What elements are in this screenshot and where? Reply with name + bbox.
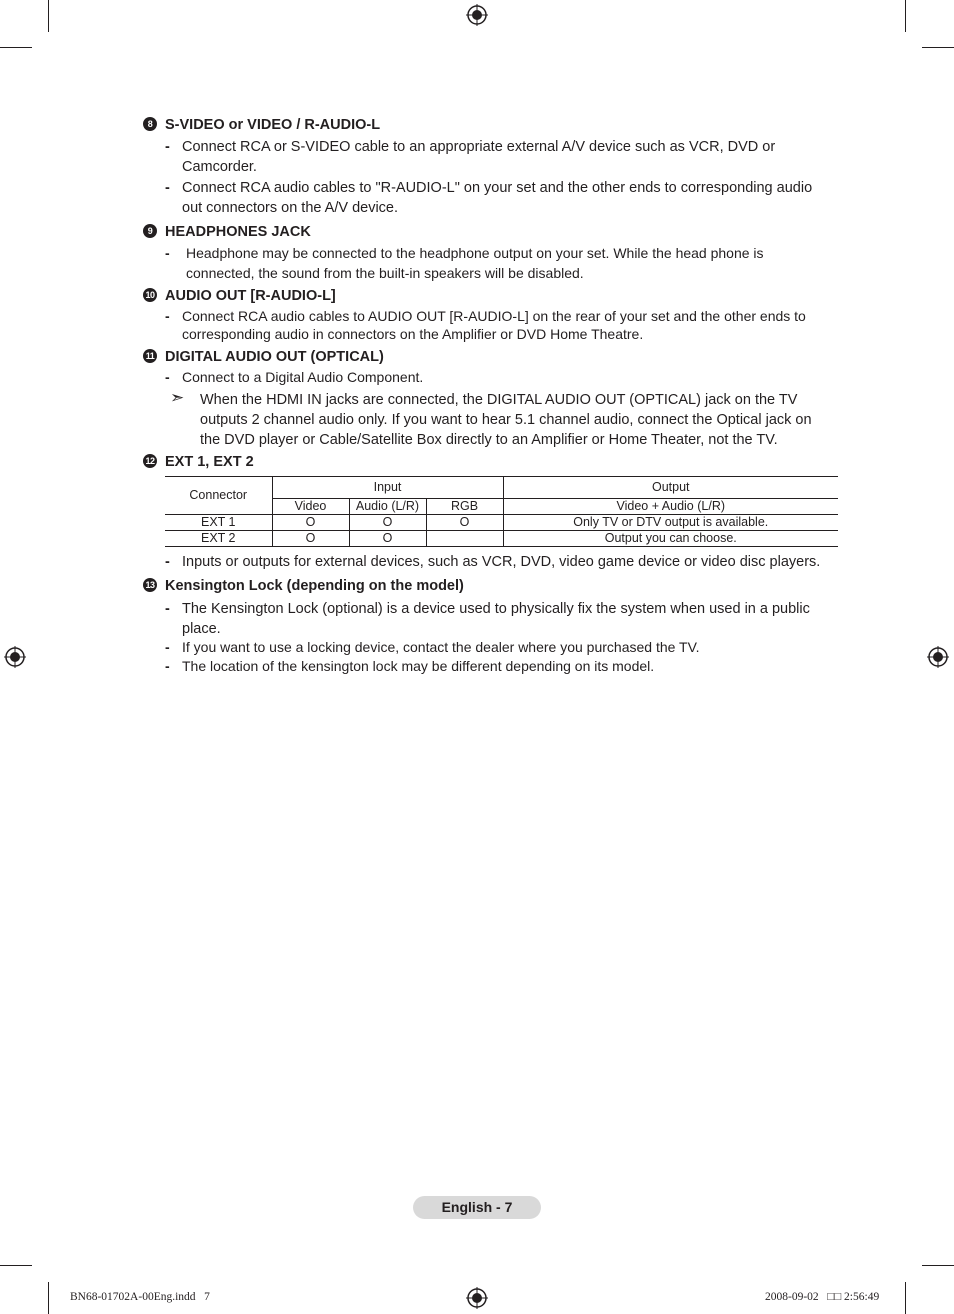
section-number-badge: 8	[143, 117, 157, 131]
bullet-item	[165, 178, 835, 218]
crop-mark	[922, 47, 954, 48]
section-number-badge: 9	[143, 224, 157, 238]
table-cell	[426, 531, 503, 547]
section-title: DIGITAL AUDIO OUT (OPTICAL)	[165, 349, 384, 365]
table-row	[165, 531, 838, 547]
bullet-text: If you want to use a locking device, contact the dealer where you purchased the TV.	[182, 639, 700, 655]
table-cell: O	[426, 515, 503, 531]
bullet-text: Connect RCA audio cables to AUDIO OUT [R-AUDIO-L] on the rear of your set and the other ends to corresponding audio in connectors on the Amplifier or DVD Home Theatre.	[182, 308, 806, 342]
ext-connector-table	[165, 476, 838, 547]
table-header-cell: Input	[272, 477, 503, 499]
slug-filename: BN68-01702A-00Eng.indd 7	[70, 1291, 210, 1303]
section-heading	[143, 578, 464, 594]
section-number-badge: 13	[143, 578, 157, 592]
table-header-cell: RGB	[426, 498, 503, 514]
slug-timestamp: 2008-09-02 □□ 2:56:49	[765, 1291, 880, 1303]
bullet-dash: -	[165, 180, 170, 196]
section-heading	[143, 288, 336, 304]
table-header-cell: Video + Audio (L/R)	[503, 498, 838, 514]
bullet-dash: -	[165, 308, 170, 324]
bullet-item	[165, 307, 835, 343]
section-heading	[143, 349, 384, 365]
crop-mark	[905, 1282, 906, 1314]
bullet-dash: -	[165, 658, 170, 674]
bullet-item	[165, 599, 835, 639]
bullet-text: Headphone may be connected to the headphone output on your set. While the head phone is connected, the sound from the built-in speakers will be disabled.	[186, 245, 764, 281]
table-header-cell: Output	[503, 477, 838, 499]
note-item	[170, 390, 830, 450]
bullet-item	[165, 552, 835, 572]
section-title: EXT 1, EXT 2	[165, 454, 254, 470]
section-title: S-VIDEO or VIDEO / R-AUDIO-L	[165, 117, 381, 133]
bullet-text: The location of the kensington lock may be different depending on its model.	[182, 658, 655, 674]
table-header-cell: Audio (L/R)	[349, 498, 426, 514]
registration-mark-icon	[927, 646, 949, 668]
section-title: HEADPHONES JACK	[165, 224, 311, 240]
bullet-text: Connect RCA audio cables to "R-AUDIO-L" on your set and the other ends to corresponding audio out connectors on the A/V device.	[182, 180, 813, 216]
section-title: Kensington Lock (depending on the model)	[165, 578, 464, 594]
bullet-dash: -	[165, 554, 170, 570]
registration-mark-icon	[466, 1287, 488, 1309]
bullet-item	[165, 657, 835, 675]
table-row	[165, 515, 838, 531]
page-number-label: English - 7	[413, 1196, 541, 1219]
crop-mark	[48, 1282, 49, 1314]
table-header-cell: Video	[272, 498, 349, 514]
bullet-text: Connect RCA or S-VIDEO cable to an appropriate external A/V device such as VCR, DVD or Camcorder.	[182, 139, 776, 175]
bullet-dash: -	[165, 139, 170, 155]
section-number-badge: 11	[143, 349, 157, 363]
bullet-item	[165, 137, 835, 177]
bullet-dash: -	[165, 601, 170, 617]
registration-mark-icon	[4, 646, 26, 668]
registration-mark-icon	[466, 4, 488, 26]
table-cell: Only TV or DTV output is available.	[503, 515, 838, 531]
note-text: When the HDMI IN jacks are connected, the DIGITAL AUDIO OUT (OPTICAL) jack on the TV outputs 2 channel audio only. If you want to hear 5.1 channel audio, connect the Optical jack on the DVD player or Cable/Satellite Box directly to an Amplifier or Home Theater, not the TV.	[200, 392, 812, 448]
table-header-cell: Connector	[165, 477, 272, 515]
table-cell: Output you can choose.	[503, 531, 838, 547]
table-cell: O	[349, 515, 426, 531]
crop-mark	[48, 0, 49, 32]
bullet-text: Inputs or outputs for external devices, such as VCR, DVD, video game device or video disc players.	[182, 554, 821, 570]
table-cell: EXT 1	[165, 515, 272, 531]
table-cell: EXT 2	[165, 531, 272, 547]
bullet-text: Connect to a Digital Audio Component.	[182, 369, 424, 385]
section-number-badge: 10	[143, 288, 157, 302]
bullet-item	[165, 368, 835, 386]
bullet-dash: -	[165, 639, 170, 655]
crop-mark	[905, 0, 906, 32]
table-cell: O	[272, 515, 349, 531]
table-cell: O	[272, 531, 349, 547]
bullet-dash: -	[165, 245, 170, 261]
bullet-text: The Kensington Lock (optional) is a device used to physically fix the system when used in a public place.	[182, 601, 810, 637]
section-heading	[143, 224, 311, 240]
table-cell: O	[349, 531, 426, 547]
crop-mark	[0, 47, 32, 48]
crop-mark	[922, 1265, 954, 1266]
note-arrow-icon: ➣	[170, 388, 185, 407]
section-heading	[143, 117, 380, 133]
crop-mark	[0, 1265, 32, 1266]
bullet-dash: -	[165, 369, 170, 385]
section-number-badge: 12	[143, 454, 157, 468]
section-heading	[143, 454, 254, 470]
table-header-row	[165, 477, 838, 499]
section-title: AUDIO OUT [R-AUDIO-L]	[165, 288, 336, 304]
bullet-item	[165, 243, 835, 283]
bullet-item	[165, 638, 835, 656]
